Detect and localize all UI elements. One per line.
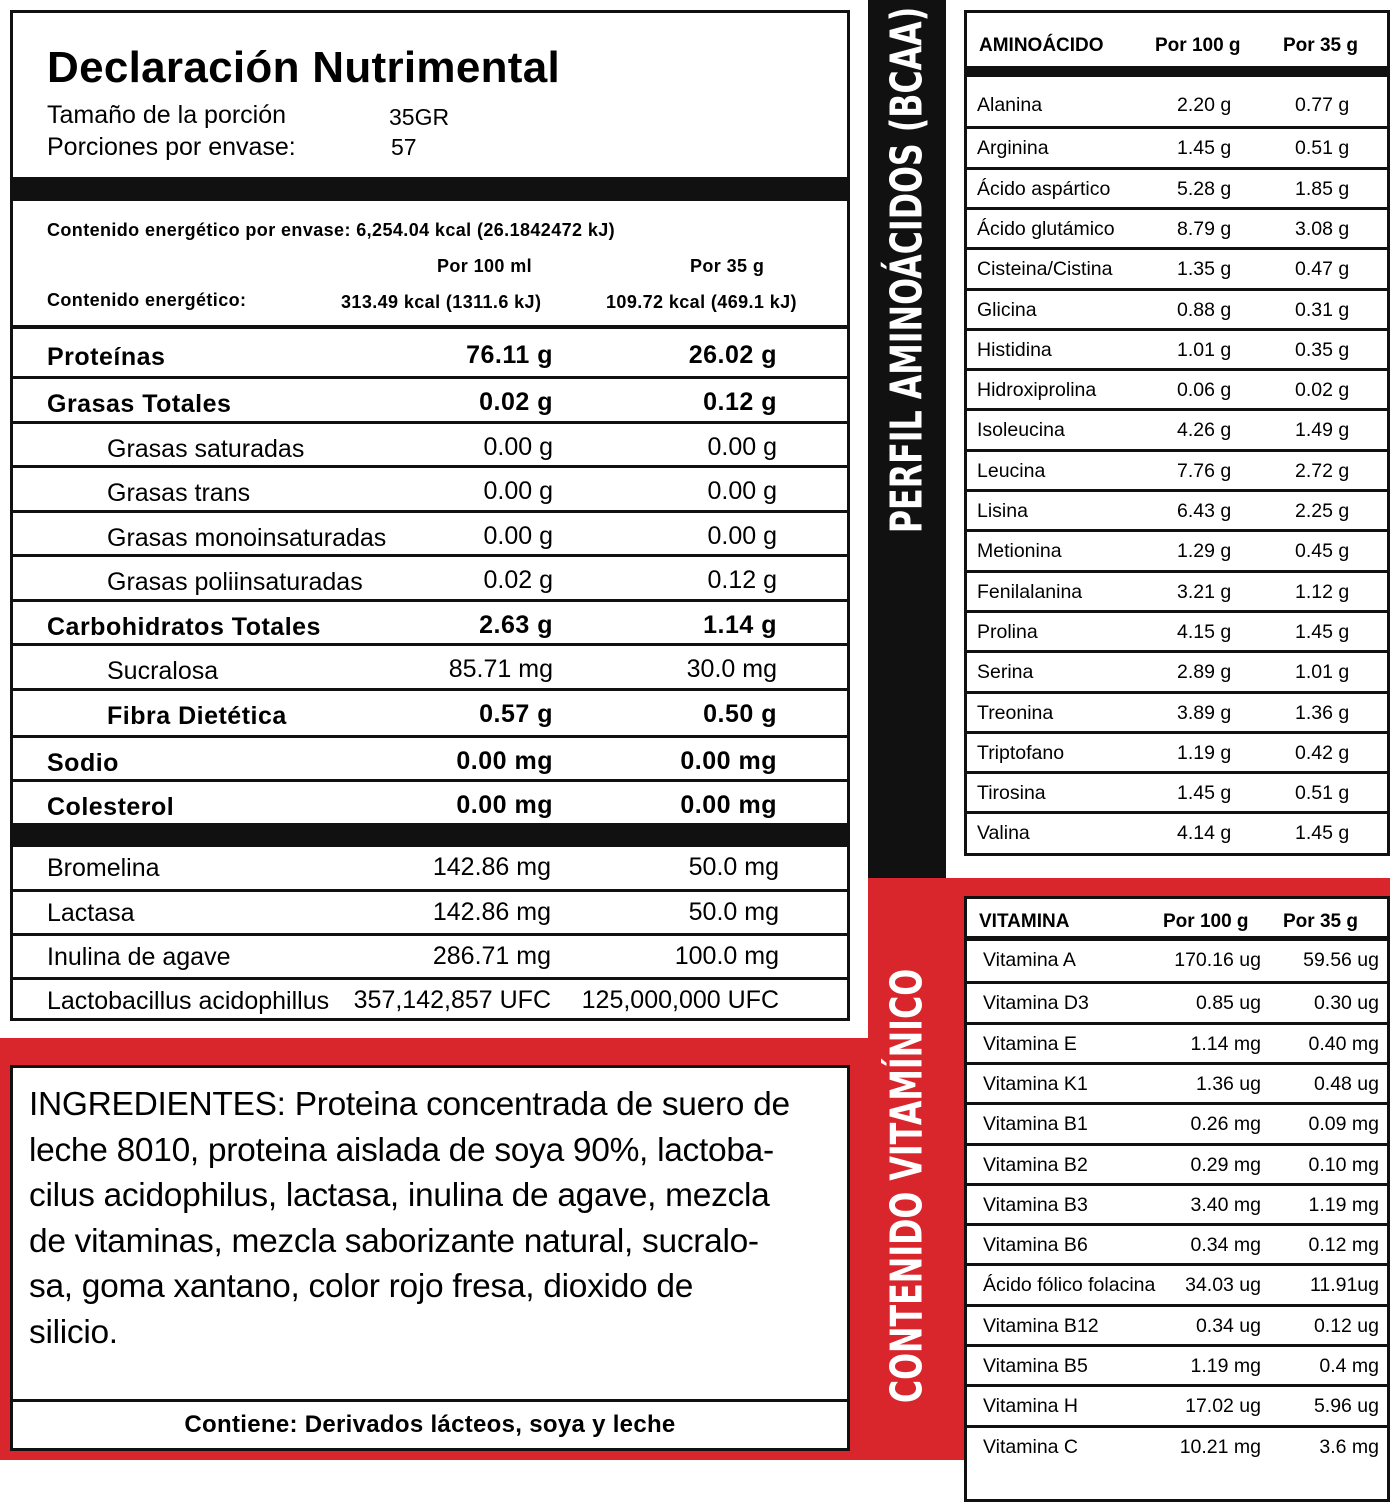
nutrient-value-100: 0.00 mg [456,791,553,819]
amino-name: Alanina [977,94,1043,116]
nutrient-row [13,421,847,468]
nutrient-label: Grasas Totales [47,390,232,418]
vitamin-header-name: VITAMINA [979,911,1070,932]
amino-name: Treonina [977,701,1054,724]
amino-value-100: 2.89 g [1177,661,1232,684]
supplement-value-35: 100.0 mg [674,942,779,970]
nutrient-value-35: 0.00 g [707,522,777,550]
supplement-row [13,933,847,978]
amino-name: Prolina [977,620,1038,643]
amino-value-100: 1.45 g [1177,782,1232,805]
vitamin-value-100: 1.14 mg [1190,1032,1261,1055]
vitamin-value-35: 3.6 mg [1319,1435,1379,1458]
supplement-label: Bromelina [47,854,160,882]
supplement-label: Lactasa [47,899,135,927]
nutrient-row [13,554,847,602]
vitamin-row [967,1304,1387,1347]
amino-value-100: 1.35 g [1177,258,1232,281]
amino-row [967,650,1387,693]
divider-thick [13,823,847,847]
vitamin-value-35: 5.96 ug [1313,1395,1379,1418]
amino-value-35: 0.42 g [1295,741,1350,764]
amino-row [967,328,1387,371]
amino-value-100: 1.19 g [1177,741,1232,764]
supplement-label: Inulina de agave [47,943,231,971]
ingredients-text [29,1082,839,1355]
vitamin-name: Vitamina B6 [983,1234,1088,1257]
vitamin-name: Vitamina B1 [983,1113,1088,1136]
amino-value-100: 0.06 g [1177,379,1232,402]
vitamin-row [967,1183,1387,1226]
vitamin-name: Vitamina D3 [983,992,1089,1015]
nutrient-value-100: 0.00 g [483,477,553,505]
amino-name: Metionina [977,540,1062,563]
vitamin-name: Vitamina H [983,1395,1079,1418]
nutrient-value-100: 0.02 g [483,566,553,594]
amino-header-35g: Por 35 g [1283,35,1358,56]
amino-value-35: 0.77 g [1295,94,1350,116]
nutrient-value-35: 0.00 mg [680,791,777,819]
nutrient-label: Grasas poliinsaturadas [107,568,363,596]
amino-name: Ácido aspártico [977,177,1111,200]
supplement-value-100: 357,142,857 UFC [353,986,551,1014]
vitamin-name: Ácido fólico folacina [983,1274,1156,1297]
nutrient-value-35: 0.00 g [707,433,777,461]
amino-acid-table [964,10,1390,856]
supplement-value-35: 125,000,000 UFC [581,986,779,1014]
nutrient-row [13,510,847,557]
amino-value-100: 7.76 g [1177,459,1232,482]
nutrient-value-35: 26.02 g [688,341,777,369]
amino-row [967,449,1387,492]
ingredients-line: leche 8010, proteina aislada de soya 90%, lactoba- [29,1131,774,1169]
nutrient-label: Fibra Dietética [107,702,287,730]
nutrient-value-35: 1.14 g [703,611,777,639]
vitamin-name: Vitamina B5 [983,1355,1088,1377]
vitamin-row [967,1022,1387,1065]
nutrient-row [13,465,847,513]
vitamin-value-100: 170.16 ug [1174,949,1261,971]
amino-row [967,247,1387,290]
amino-value-100: 8.79 g [1177,217,1232,240]
nutrition-title: Declaración Nutrimental [47,43,561,92]
vitamin-value-35: 0.09 mg [1308,1113,1379,1136]
amino-value-100: 3.21 g [1177,580,1232,603]
amino-value-35: 0.47 g [1295,258,1350,281]
nutrient-value-100: 0.57 g [479,700,553,728]
amino-row [967,207,1387,250]
amino-header-100g: Por 100 g [1155,35,1241,56]
nutrient-label: Sodio [47,749,119,777]
amino-name: Tirosina [977,782,1046,805]
vitamin-value-100: 17.02 ug [1185,1395,1261,1418]
amino-row [967,126,1387,169]
amino-row [967,570,1387,613]
vitamin-name: Vitamina B3 [983,1193,1088,1216]
nutrient-row [13,688,847,738]
vitamin-value-100: 34.03 ug [1185,1274,1261,1297]
energy-label: Contenido energético: [47,290,247,310]
amino-row [967,408,1387,451]
vitamin-row [967,1344,1387,1387]
energy-per-container: Contenido energético por envase: 6,254.04 kcal (26.1842472 kJ) [47,220,616,240]
amino-name: Cisteina/Cistina [977,258,1113,281]
supplement-value-35: 50.0 mg [688,853,779,881]
vitamin-value-35: 1.19 mg [1308,1193,1379,1216]
vitamin-header-100g: Por 100 g [1163,911,1249,932]
nutrient-value-100: 0.00 g [483,522,553,550]
amino-name: Triptofano [977,741,1065,764]
nutrient-label: Colesterol [47,793,175,821]
vitamin-row [967,1102,1387,1145]
servings-value: 57 [391,134,417,160]
vitamin-name: Vitamina B12 [983,1314,1099,1337]
amino-header-divider [967,66,1387,77]
supplement-value-100: 286.71 mg [432,942,551,970]
amino-name: Serina [977,661,1034,684]
vitamin-row [967,941,1387,981]
serving-size-value: 35GR [389,104,450,130]
vitamin-value-100: 1.19 mg [1190,1355,1261,1377]
amino-value-35: 2.72 g [1295,459,1350,482]
nutrient-value-35: 0.12 g [703,388,777,416]
vitamin-header-35g: Por 35 g [1283,911,1358,932]
amino-side-label: PERFIL AMINOÁCIDOS (BCAA) [881,6,933,534]
vitamin-row [967,1425,1387,1468]
supplement-value-100: 142.86 mg [432,898,551,926]
nutrient-label: Grasas saturadas [107,435,305,463]
amino-value-35: 0.45 g [1295,540,1350,563]
vitamin-name: Vitamina E [983,1032,1077,1055]
amino-name: Valina [977,822,1030,845]
vitamin-row [967,1384,1387,1427]
nutrient-value-100: 0.00 g [483,433,553,461]
amino-row [967,86,1387,126]
vitamin-value-100: 0.34 mg [1190,1234,1261,1257]
vitamin-name: Vitamina C [983,1435,1079,1458]
amino-value-35: 2.25 g [1295,500,1350,522]
amino-value-35: 1.45 g [1295,822,1350,845]
nutrient-value-100: 2.63 g [479,611,553,639]
amino-value-100: 0.88 g [1177,298,1232,321]
nutrient-value-100: 76.11 g [466,341,553,369]
amino-header-name: AMINOÁCIDO [979,35,1104,56]
amino-name: Hidroxiprolina [977,379,1097,402]
nutrient-label: Grasas trans [107,479,251,507]
vitamin-value-100: 0.34 ug [1195,1314,1261,1337]
allergen-statement: Contiene: Derivados lácteos, soya y leche [184,1411,676,1438]
vitamin-value-35: 11.91ug [1309,1274,1379,1297]
amino-value-100: 3.89 g [1177,701,1232,724]
nutrient-row [13,779,847,826]
vitamin-name: Vitamina B2 [983,1153,1088,1176]
supplement-row [13,847,847,889]
amino-value-35: 1.01 g [1295,661,1350,684]
divider-thick [13,177,847,201]
nutrient-label: Grasas monoinsaturadas [107,524,387,552]
supplement-label: Lactobacillus acidophillus [47,987,330,1015]
col2-header: Por 35 g [690,256,765,276]
vitamin-table [964,896,1390,1502]
amino-value-100: 1.01 g [1177,338,1232,361]
amino-name: Isoleucina [977,419,1065,442]
amino-value-35: 1.45 g [1295,620,1350,643]
vitamin-row [967,1143,1387,1186]
supplement-row [13,889,847,934]
amino-value-35: 1.36 g [1295,701,1350,724]
nutrient-row [13,376,847,424]
vitamin-side-label: CONTENIDO VITAMÍNICO [881,968,933,1404]
amino-value-100: 4.15 g [1177,620,1232,643]
amino-name: Glicina [977,298,1037,321]
nutrient-value-100: 0.00 mg [456,747,553,775]
vitamin-value-100: 0.85 ug [1195,992,1261,1015]
vitamin-row [967,1263,1387,1306]
amino-value-100: 6.43 g [1177,500,1232,522]
nutrient-row [13,643,847,691]
amino-name: Ácido glutámico [977,217,1115,240]
vitamin-row [967,1223,1387,1266]
ingredients-line: silicio. [29,1313,118,1351]
vitamin-value-35: 59.56 ug [1303,949,1379,971]
amino-row [967,167,1387,210]
ingredients-line: de vitaminas, mezcla saborizante natural, sucralo- [29,1222,759,1260]
amino-row [967,691,1387,734]
vitamin-row [967,981,1387,1024]
nutrition-facts-panel [10,10,850,1021]
vitamin-name: Vitamina A [983,949,1076,971]
vitamin-value-100: 3.40 mg [1190,1193,1261,1216]
supplement-value-100: 142.86 mg [432,853,551,881]
amino-value-100: 1.45 g [1177,137,1232,160]
nutrient-value-35: 0.12 g [707,566,777,594]
amino-row [967,288,1387,331]
nutrient-value-35: 30.0 mg [686,655,777,683]
amino-value-35: 0.51 g [1295,137,1350,160]
vitamin-value-35: 0.40 mg [1308,1032,1379,1055]
vitamin-value-100: 1.36 ug [1195,1072,1261,1095]
vitamin-value-35: 0.30 ug [1313,992,1379,1015]
ingredients-line: sa, goma xantano, color rojo fresa, dioxido de [29,1268,694,1305]
supplement-row [13,977,847,1022]
vitamin-name: Vitamina K1 [983,1072,1088,1095]
serving-size-label: Tamaño de la porción [47,101,287,129]
vitamin-value-35: 0.12 ug [1313,1314,1379,1337]
vitamin-value-35: 0.4 mg [1319,1355,1379,1377]
ingredients-line: INGREDIENTES: Proteina concentrada de suero de [29,1086,790,1123]
amino-row [967,368,1387,411]
vitamin-value-35: 0.48 ug [1313,1072,1379,1095]
nutrient-row [13,329,847,376]
nutrient-value-35: 0.00 g [707,477,777,505]
vitamin-row [967,1062,1387,1105]
amino-value-100: 4.26 g [1177,419,1232,442]
nutrient-label: Sucralosa [107,657,219,685]
nutrient-value-100: 85.71 mg [448,655,553,683]
ingredients-box [10,1065,850,1451]
amino-value-35: 1.12 g [1295,580,1350,603]
nutrient-value-35: 0.00 mg [680,747,777,775]
nutrient-value-35: 0.50 g [703,700,777,728]
allergen-footer [13,1399,847,1451]
amino-row [967,731,1387,774]
vitamin-value-35: 0.12 mg [1308,1234,1379,1257]
supplement-value-35: 50.0 mg [688,898,779,926]
vitamin-value-100: 0.29 mg [1190,1153,1261,1176]
nutrient-row [13,735,847,782]
nutrient-row [13,599,847,646]
amino-value-35: 0.51 g [1295,782,1350,805]
amino-name: Arginina [977,137,1049,160]
amino-row [967,610,1387,653]
vitamin-value-35: 0.10 mg [1308,1153,1379,1176]
amino-value-100: 1.29 g [1177,540,1232,563]
amino-name: Fenilalanina [977,580,1083,603]
amino-value-100: 4.14 g [1177,822,1232,845]
servings-label: Porciones por envase: [47,133,296,161]
nutrient-label: Carbohidratos Totales [47,613,321,641]
amino-value-35: 1.49 g [1295,419,1350,442]
amino-value-35: 0.35 g [1295,338,1350,361]
nutrient-value-100: 0.02 g [479,388,553,416]
amino-row [967,529,1387,572]
amino-row [967,771,1387,814]
amino-value-100: 5.28 g [1177,177,1232,200]
amino-value-35: 3.08 g [1295,217,1350,240]
amino-value-35: 0.31 g [1295,298,1350,321]
amino-name: Histidina [977,338,1052,361]
amino-name: Leucina [977,459,1046,482]
col1-header: Por 100 ml [437,256,533,276]
amino-value-100: 2.20 g [1177,94,1232,116]
nutrient-label: Proteínas [47,343,166,371]
amino-value-35: 1.85 g [1295,177,1350,200]
energy-v1: 313.49 kcal (1311.6 kJ) [341,292,542,312]
energy-v2: 109.72 kcal (469.1 kJ) [606,292,797,312]
ingredients-line: cilus acidophilus, lactasa, inulina de agave, mezcla [29,1177,770,1214]
vitamin-value-100: 10.21 mg [1179,1435,1261,1458]
vitamin-value-100: 0.26 mg [1190,1113,1261,1136]
amino-row [967,489,1387,532]
amino-name: Lisina [977,500,1028,522]
amino-row [967,811,1387,854]
amino-value-35: 0.02 g [1295,379,1350,402]
